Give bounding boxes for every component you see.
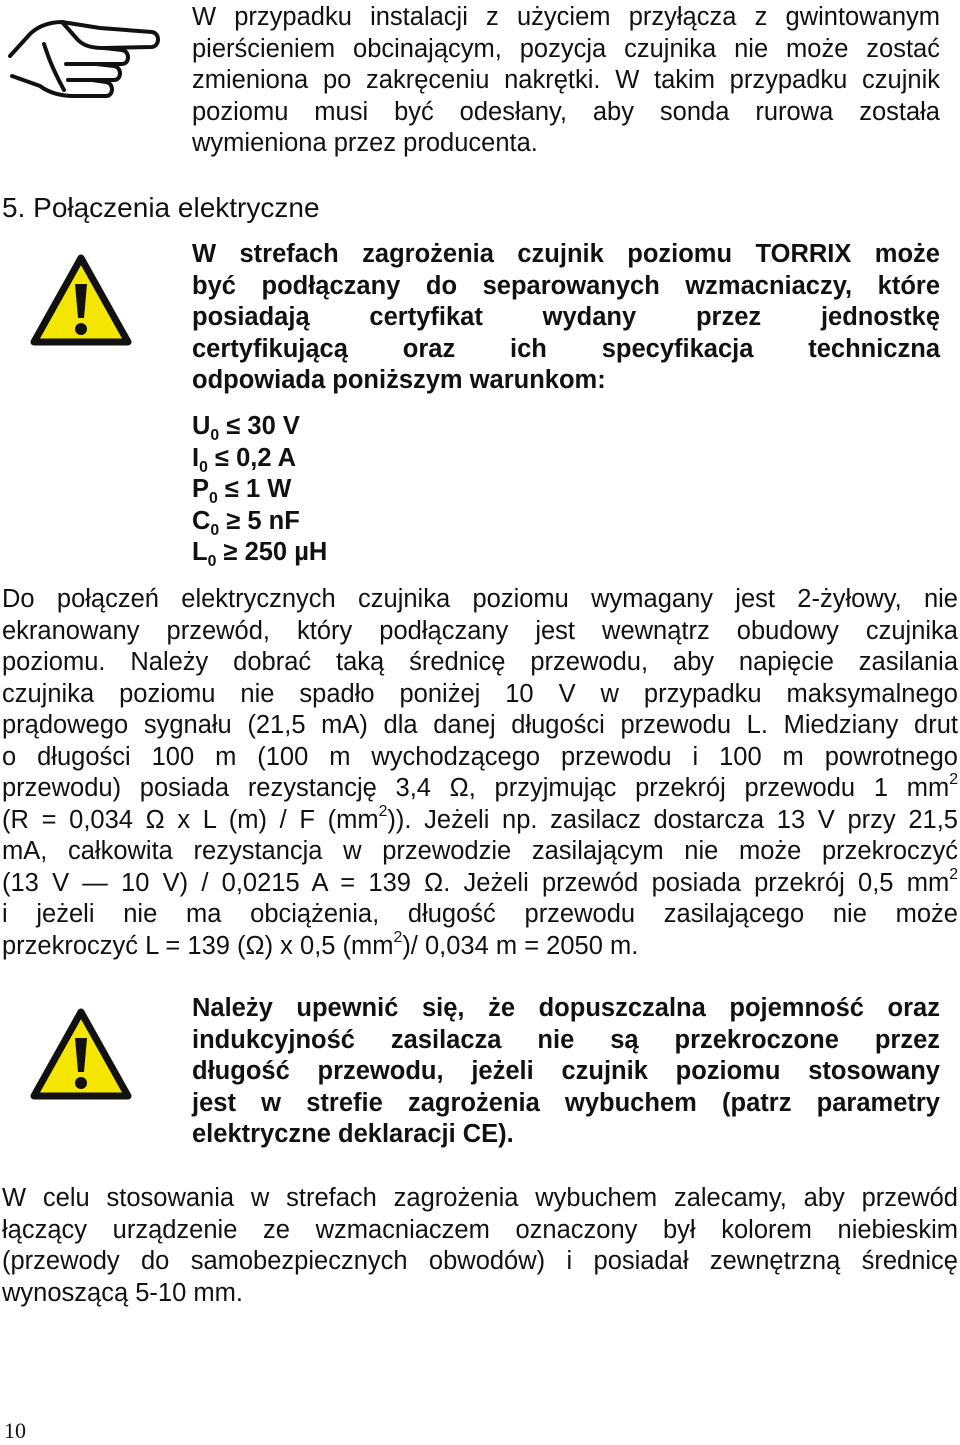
limit-row: $L_0 \ge 250$ µH xyxy=(192,538,328,571)
limit-row: $P_0 \le 1$ W xyxy=(192,475,292,508)
intro-line: W przypadku instalacji z użyciem przyłącza z gwintowanym xyxy=(192,3,940,31)
body-line: czujnika poziomu nie spadło poniżej 10 V w przypadku maksymalnego xyxy=(2,679,958,708)
section-number: 5. xyxy=(2,192,26,223)
limit-row: $I_0 \le 0,2$ A xyxy=(192,443,297,476)
body-line: przewodu) posiada rezystancję 3,4 Ω, przyjmując przekrój przewodu 1 $mm^2$ xyxy=(2,771,958,802)
limit-row: $C_0 \ge 5$ nF xyxy=(192,506,300,539)
section-title: Połączenia elektryczne xyxy=(33,192,320,223)
body-paragraph xyxy=(2,584,958,962)
intro-line: zmieniona po zakręceniu nakrętki. W takim przypadku czujnik xyxy=(192,66,940,94)
intro-line: wymieniona przez producenta. xyxy=(192,129,538,157)
body-line: Do połączeń elektrycznych czujnika poziomu wymagany jest 2-żyłowy, nie xyxy=(2,585,958,613)
warning-line: jest w strefie zagrożenia wybuchem (patrz parametry xyxy=(192,1088,940,1117)
closing-line: W celu stosowania w strefach zagrożenia wybuchem zalecamy, aby przewód xyxy=(2,1184,958,1212)
warning-line: elektryczne deklaracji CE). xyxy=(192,1120,514,1148)
electrical-limits xyxy=(192,411,327,569)
warning-line: certyfikującą oraz ich specyfikacja techniczna xyxy=(192,334,940,363)
intro-line: poziomu musi być odesłany, aby sonda rurowa została xyxy=(192,97,940,126)
limit-row: $U_0 \le 30$ V xyxy=(192,412,300,445)
intro-line: pierścieniem obcinającym, pozycja czujnika nie może zostać xyxy=(192,34,940,63)
closing-line: wynoszącą 5-10 mm. xyxy=(2,1278,243,1307)
closing-line: łączący urządzenie ze wzmacniaczem oznaczony był kolorem niebieskim xyxy=(2,1215,958,1244)
warning-line: posiadają certyfikat wydany przez jednostkę xyxy=(192,303,940,331)
intro-note xyxy=(192,2,940,160)
page-number: 10 xyxy=(4,1418,26,1443)
body-line: i jeżeli nie ma obciążenia, długość przewodu zasilającego nie może xyxy=(2,900,958,928)
body-line: (R = 0,034 Ω x L (m) / F $(mm^2)$). Jeżeli np. zasilacz dostarcza 13 V przy 21,5 xyxy=(2,802,958,834)
warning-line: długość przewodu, jeżeli czujnik poziomu stosowany xyxy=(192,1057,940,1085)
body-line: poziomu. Należy dobrać taką średnicę przewodu, aby napięcie zasilania xyxy=(2,648,958,676)
body-line: ekranowany przewód, który podłączany jest wewnątrz obudowy czujnika xyxy=(2,616,958,645)
warning-text-1 xyxy=(192,239,940,397)
pointing-hand-icon xyxy=(4,4,164,114)
warning-line: odpowiada poniższym warunkom: xyxy=(192,366,606,394)
warning-triangle-icon xyxy=(30,1008,132,1100)
body-line: przekroczyć L = 139 (Ω) x 0,5 $(mm^2)/$ 0,034 m = 2050 m. xyxy=(2,928,639,960)
body-line: prądowego sygnału (21,5 mA) dla danej długości przewodu L. Miedziany drut xyxy=(2,711,958,739)
body-line: o długości 100 m (100 m wychodzącego przewodu i 100 m powrotnego xyxy=(2,742,958,771)
closing-line: (przewody do samobezpiecznych obwodów) i posiadał zewnętrzną średnicę xyxy=(2,1247,958,1275)
section-heading xyxy=(2,191,320,225)
body-line: (13 V — 10 V) / 0,0215 A = 139 Ω. Jeżeli przewód posiada przekrój 0,5 $mm^2$ xyxy=(2,865,958,897)
warning-triangle-icon xyxy=(30,254,132,346)
warning-line: indukcyjność zasilacza nie są przekroczone przez xyxy=(192,1025,940,1054)
warning-text-2 xyxy=(192,993,940,1151)
body-line: mA, całkowita rezystancja w przewodzie zasilającym nie może przekroczyć xyxy=(2,837,958,865)
warning-line: Należy upewnić się, że dopuszczalna pojemność oraz xyxy=(192,994,940,1022)
closing-paragraph xyxy=(2,1183,958,1309)
warning-line: W strefach zagrożenia czujnik poziomu TORRIX może xyxy=(192,240,940,268)
warning-line: być podłączany do separowanych wzmacniaczy, które xyxy=(192,271,940,300)
